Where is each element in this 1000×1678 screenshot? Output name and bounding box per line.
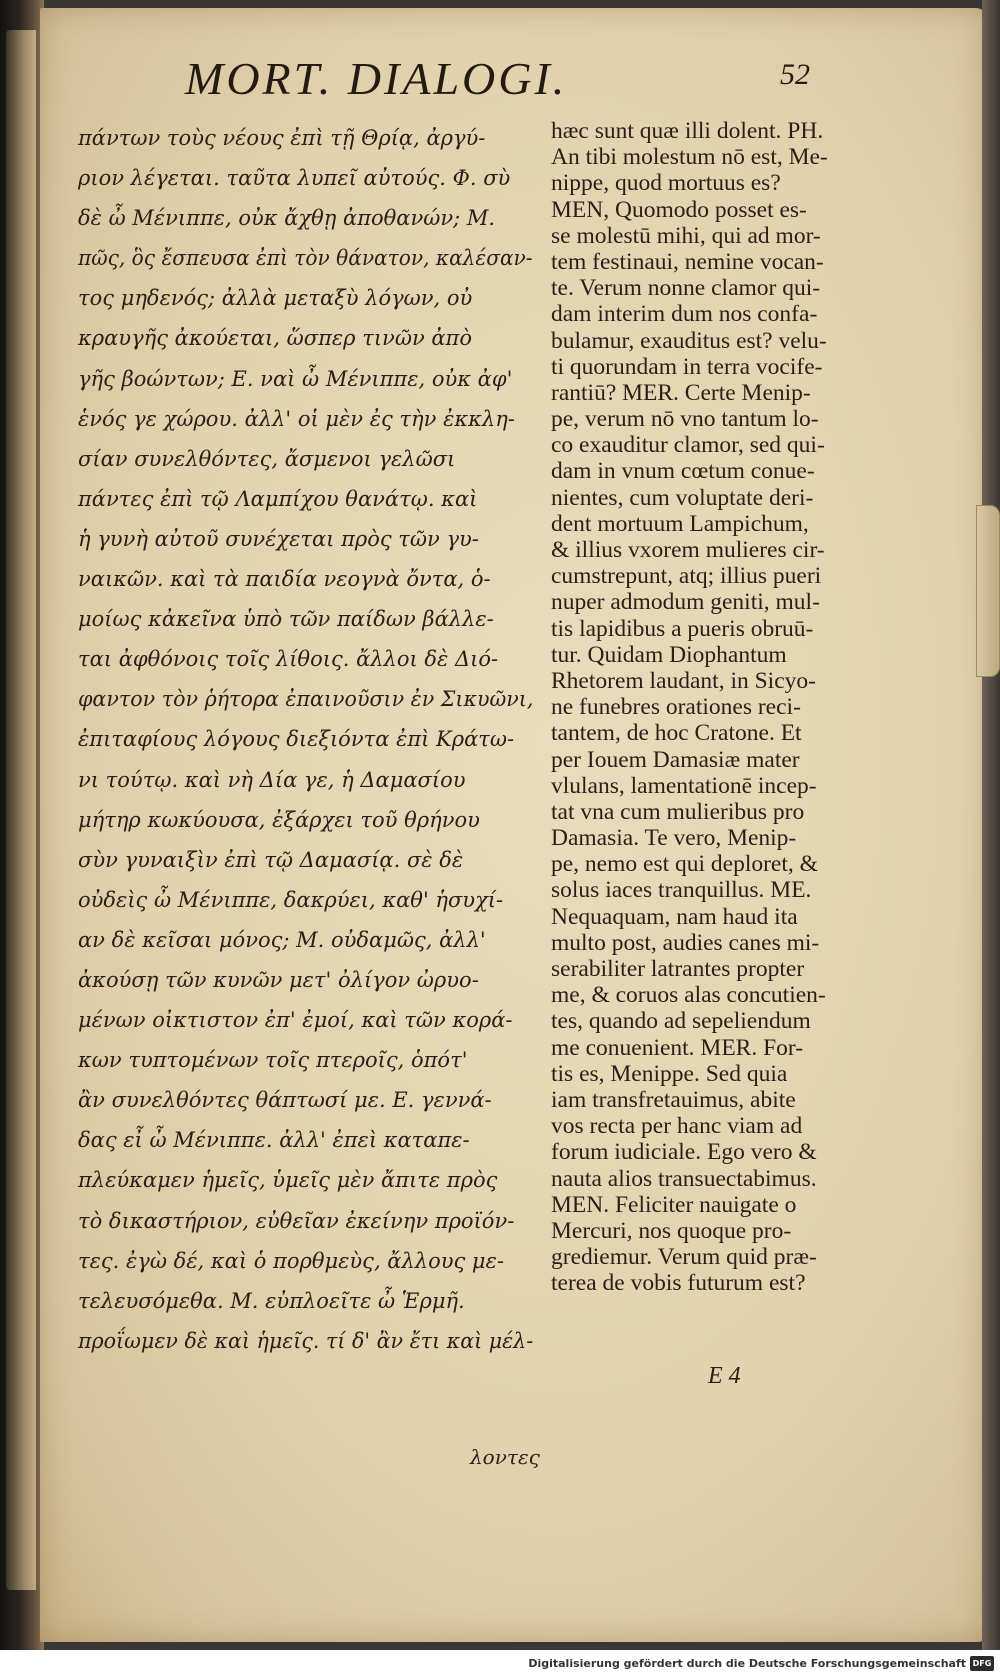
- greek-catchword: λοντες: [470, 1445, 540, 1469]
- binding-edge: [6, 30, 36, 1590]
- latin-text-line: Rhetorem laudant, in Sicyo-: [551, 667, 816, 694]
- greek-text-line: νι τούτῳ. καὶ νὴ Δία γε, ἡ Δαμασίου: [78, 767, 466, 792]
- latin-text-line: cumstrepunt, atq; illius pueri: [551, 563, 822, 590]
- signature-mark: E 4: [708, 1363, 741, 1389]
- greek-text-line: ναικῶν. καὶ τὰ παιδία νεογνὰ ὄντα, ὁ-: [78, 567, 491, 592]
- greek-text-line: ἂν συνελθόντες θάπτωσί με. Ε. γεννά-: [78, 1088, 492, 1113]
- greek-text-line: προΐωμεν δὲ καὶ ἡμεῖς. τί δ' ἂν ἔτι καὶ μέλ-: [78, 1328, 534, 1353]
- greek-text-line: μήτηρ κωκύουσα, ἐξάρχει τοῦ θρήνου: [78, 807, 480, 832]
- latin-text-line: te. Verum nonne clamor qui-: [551, 275, 821, 302]
- footer-bar: [0, 1650, 1000, 1678]
- greek-text-column: [78, 118, 538, 1361]
- greek-text-line: ἐπιταφίους λόγους διεξιόντα ἐπὶ Κράτω-: [78, 727, 515, 752]
- latin-text-line: Damasia. Te vero, Menip-: [551, 825, 797, 852]
- latin-text-line: ti quorundam in terra vocife-: [551, 353, 823, 380]
- greek-text-line: σίαν συνελθόντες, ἄσμενοι γελῶσι: [78, 446, 456, 471]
- latin-text-line: forum iudiciale. Ego vero &: [551, 1139, 817, 1166]
- latin-text-line: co exauditur clamor, sed qui-: [551, 432, 825, 459]
- greek-text-line: ἀκούσῃ τῶν κυνῶν μετ' ὀλίγον ὠρυο-: [78, 967, 479, 992]
- greek-text-line: ριον λέγεται. ταῦτα λυπεῖ αὐτούς. Φ. σὺ: [78, 166, 511, 191]
- latin-text-line: tes, quando ad sepeliendum: [551, 1008, 811, 1035]
- latin-text-line: nippe, quod mortuus es?: [551, 170, 781, 197]
- greek-text-line: τες. ἐγὼ δέ, καὶ ὁ πορθμεὺς, ἄλλους με-: [78, 1248, 504, 1273]
- page-tab-marker: [976, 505, 1000, 677]
- latin-text-line: tur. Quidam Diophantum: [551, 641, 787, 668]
- greek-text-line: πάντες ἐπὶ τῷ Λαμπίχου θανάτῳ. καὶ: [78, 486, 478, 511]
- latin-text-line: terea de vobis futurum est?: [551, 1270, 806, 1297]
- greek-text-line: δας εἶ ὦ Μένιππε. ἀλλ' ἐπεὶ καταπε-: [78, 1128, 470, 1153]
- latin-text-line: iam transfretauimus, abite: [551, 1086, 796, 1113]
- greek-text-line: οὐδεὶς ὦ Μένιππε, δακρύει, καθ' ἡσυχί-: [78, 887, 504, 912]
- latin-text-line: vos recta per hanc viam ad: [551, 1113, 803, 1140]
- latin-text-line: pe, verum nō vno tantum lo-: [551, 406, 819, 433]
- dfg-logo: DFG: [970, 1656, 994, 1671]
- latin-text-line: nauta alios transuectabimus.: [551, 1165, 817, 1192]
- latin-text-line: tantem, de hoc Cratone. Et: [551, 720, 802, 747]
- latin-text-line: nuper admodum geniti, mul-: [551, 589, 820, 616]
- greek-text-line: ἑνός γε χώρου. ἀλλ' οἱ μὲν ἐς τὴν ἐκκλη-: [78, 406, 515, 431]
- greek-text-line: αν δὲ κεῖσαι μόνος; Μ. οὐδαμῶς, ἀλλ': [78, 927, 486, 952]
- latin-text-line: grediemur. Verum quid præ-: [551, 1244, 817, 1271]
- latin-text-line: hæc sunt quæ illi dolent. PH.: [551, 118, 824, 144]
- greek-text-line: φαντον τὸν ῥήτορα ἐπαινοῦσιν ἐν Σικυῶνι,: [78, 687, 534, 712]
- footer-credit: Digitalisierung gefördert durch die Deutsche Forschungsgemeinschaft: [528, 1657, 966, 1670]
- latin-text-line: nientes, cum voluptate deri-: [551, 484, 814, 511]
- latin-text-line: MEN. Feliciter nauigate o: [551, 1191, 797, 1218]
- latin-text-line: & illius vxorem mulieres cir-: [551, 537, 825, 563]
- latin-text-line: tat vna cum mulieribus pro: [551, 798, 805, 825]
- latin-text-line: MEN, Quomodo posset es-: [551, 196, 807, 223]
- latin-text-line: tis es, Menippe. Sed quia: [551, 1060, 788, 1087]
- latin-text-line: dam in vnum cœtum conue-: [551, 458, 815, 485]
- latin-text-line: pe, nemo est qui deploret, &: [551, 851, 818, 878]
- latin-text-column: [551, 118, 881, 1296]
- greek-text-line: μοίως κἀκεῖνα ὑπὸ τῶν παίδων βάλλε-: [78, 607, 494, 632]
- latin-text-line: serabiliter latrantes propter: [551, 956, 805, 982]
- greek-text-line: τὸ δικαστήριον, εὐθεῖαν ἐκείνην προϊόν-: [78, 1208, 515, 1233]
- greek-text-line: πλεύκαμεν ἡμεῖς, ὑμεῖς μὲν ἄπιτε πρὸς: [78, 1168, 498, 1193]
- latin-text-line: Nequaquam, nam haud ita: [551, 903, 798, 930]
- book-binding: [0, 0, 44, 1650]
- latin-text-line: dam interim dum nos confa-: [551, 301, 818, 328]
- greek-text-line: δὲ ὦ Μένιππε, οὐκ ἄχθῃ ἀποθανών; Μ.: [78, 206, 496, 231]
- greek-text-line: γῆς βοώντων; Ε. ναὶ ὦ Μένιππε, οὐκ ἀφ': [78, 366, 513, 391]
- greek-text-line: ἡ γυνὴ αὐτοῦ συνέχεται πρὸς τῶν γυ-: [78, 526, 479, 551]
- latin-text-line: ne funebres orationes reci-: [551, 694, 801, 721]
- latin-text-line: An tibi molestum nō est, Me-: [551, 144, 828, 171]
- greek-text-line: τελευσόμεθα. Μ. εὐπλοεῖτε ὦ Ἑρμῆ.: [78, 1288, 465, 1313]
- latin-text-line: per Iouem Damasiæ mater: [551, 746, 800, 773]
- latin-text-line: tis lapidibus a pueris obruū-: [551, 615, 814, 642]
- greek-text-line: πάντων τοὺς νέους ἐπὶ τῇ Θρίᾳ, ἀργύ-: [78, 126, 486, 150]
- latin-text-line: se molestū mihi, qui ad mor-: [551, 222, 821, 249]
- latin-text-line: me conuenient. MER. For-: [551, 1034, 804, 1061]
- scan-margin: [982, 0, 1000, 1650]
- latin-text-line: me, & coruos alas concutien-: [551, 982, 826, 1009]
- latin-text-line: multo post, audies canes mi-: [551, 929, 820, 956]
- greek-text-line: τος μηδενός; ἀλλὰ μεταξὺ λόγων, οὐ: [78, 286, 473, 311]
- greek-text-line: κων τυπτομένων τοῖς πτεροῖς, ὁπότ': [78, 1048, 468, 1073]
- latin-text-line: dent mortuum Lampichum,: [551, 510, 809, 537]
- latin-text-line: vlulans, lamentationē incep-: [551, 772, 817, 799]
- latin-text-line: solus iaces tranquillus. ME.: [551, 877, 812, 904]
- latin-text-line: Mercuri, nos quoque pro-: [551, 1217, 792, 1244]
- greek-text-line: πῶς, ὃς ἔσπευσα ἐπὶ τὸν θάνατον, καλέσαν-: [78, 246, 533, 271]
- greek-text-line: μένων οἰκτιστον ἐπ' ἐμοί, καὶ τῶν κορά-: [78, 1008, 513, 1033]
- page-number: 52: [780, 58, 810, 91]
- greek-text-line: κραυγῆς ἀκούεται, ὥσπερ τινῶν ἀπὸ: [78, 326, 473, 351]
- greek-text-line: ται ἀφθόνοις τοῖς λίθοις. ἄλλοι δὲ Διό-: [78, 647, 499, 672]
- running-head: MORT. DIALOGI.: [185, 53, 568, 104]
- latin-text-line: rantiū? MER. Certe Menip-: [551, 379, 811, 406]
- latin-text-line: bulamur, exauditus est? velu-: [551, 327, 827, 354]
- latin-text-line: tem festinaui, nemine vocan-: [551, 248, 824, 275]
- greek-text-line: σὺν γυναιξὶν ἐπὶ τῷ Δαμασίᾳ. σὲ δὲ: [78, 847, 464, 872]
